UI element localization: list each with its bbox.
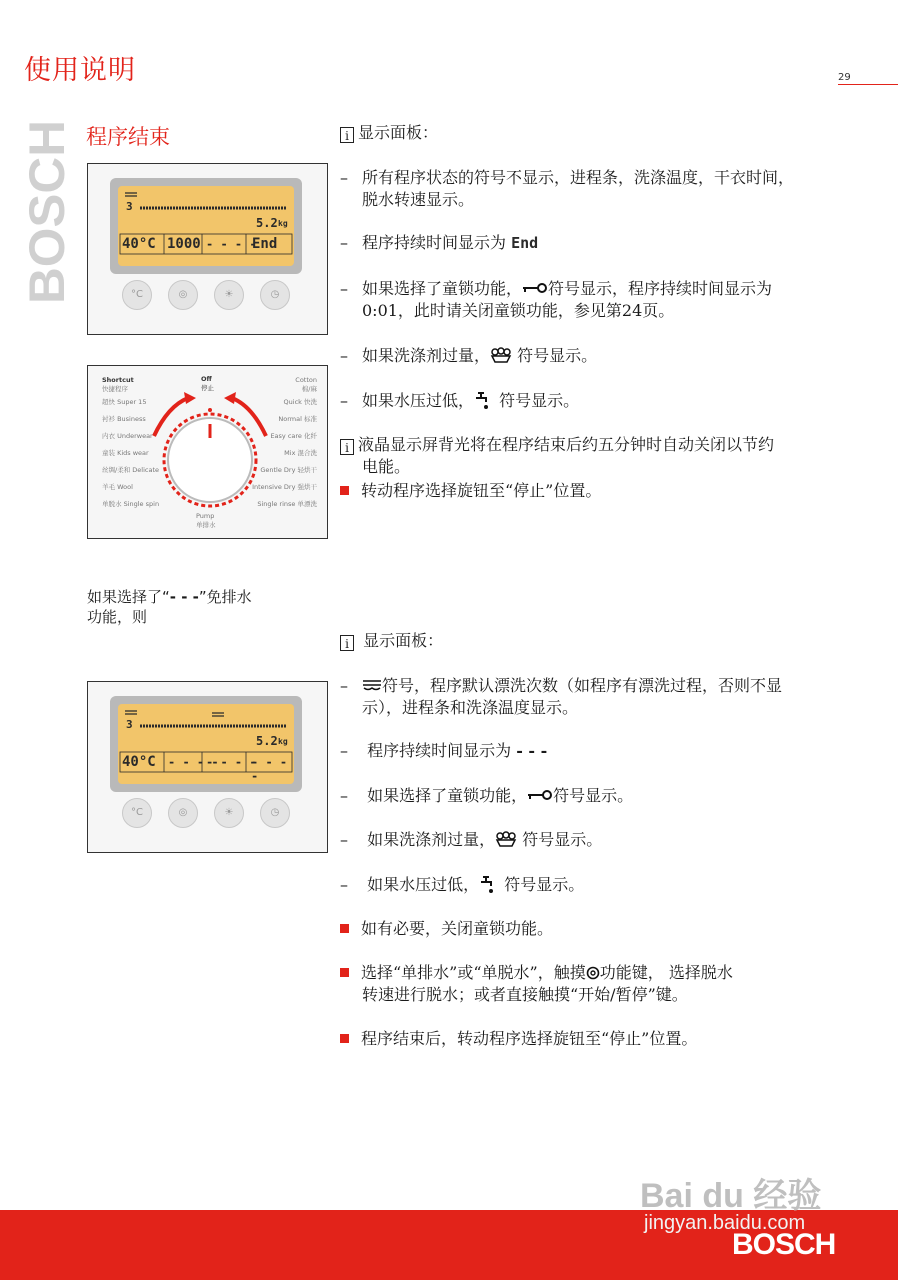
list-item: – 如果洗涤剂过量， 符号显示。	[340, 346, 598, 365]
list-item: – 程序持续时间显示为 - - -	[340, 741, 548, 760]
foam-icon	[495, 831, 517, 847]
action-item: 转动程序选择旋钮至“停止”位置。	[340, 480, 601, 502]
dial-right-label-en: Single rinse	[257, 500, 296, 508]
red-bullet	[340, 924, 349, 933]
action-item: 如有必要，关闭童锁功能。	[340, 918, 553, 940]
dial-right-label-cn: 棉/麻	[301, 385, 317, 393]
program-dial-panel	[87, 365, 328, 539]
lcd-dry-time: - - - -	[206, 755, 257, 769]
watermark-url: jingyan.baidu.com	[644, 1212, 806, 1234]
lcd-frame	[110, 696, 302, 792]
dial-off-label-cn: 停止	[201, 384, 214, 392]
lcd-spin-speed: - - - -	[168, 755, 219, 769]
temperature-button[interactable]: °C	[122, 280, 152, 310]
timer-button[interactable]: ◷	[260, 280, 290, 310]
dial-right-label-en: Normal	[278, 415, 302, 423]
dash-segment: - - -	[516, 741, 548, 760]
list-item: – 如果洗涤剂过量， 符号显示。	[340, 830, 603, 849]
key-icon	[522, 282, 548, 294]
footer-brand: BOSCH	[732, 1228, 836, 1261]
lcd-frame	[110, 178, 302, 274]
key-icon	[527, 789, 553, 801]
list-item: – 如果水压过低， 符号显示。	[340, 391, 580, 410]
dial-right-label-en: Cotton	[295, 376, 317, 384]
list-item: – 符号，程序默认漂洗次数（如程序有漂洗过程，否则不显 示），进程条和洗涤温度显示。	[340, 676, 783, 717]
lcd-temperature: 40°C	[122, 754, 156, 770]
dial-right-label-en: Quick	[283, 398, 302, 406]
lcd-rinse-count: 3	[126, 200, 133, 213]
dial-left-label-en: Single spin	[123, 500, 160, 508]
watermark-logo: Bai du 经验	[640, 1177, 822, 1215]
lcd-screen	[118, 186, 294, 266]
spin-icon	[586, 966, 600, 980]
page-number-rule	[838, 84, 898, 85]
lcd-duration: - - - -	[251, 755, 288, 783]
dial-right-label-en: Gentle Dry	[260, 466, 296, 474]
lcd-weight-unit: kg	[278, 219, 288, 228]
dial-left-label-en: Kids wear	[117, 449, 149, 457]
display-heading: i 显示面板：	[340, 630, 443, 652]
dial-right-label-cn: 标准	[304, 415, 317, 423]
dial-left-label-cn: 超快	[102, 398, 115, 406]
dial-right-label-cn: 单漂洗	[297, 500, 317, 508]
side-brand-logo	[19, 118, 75, 304]
list-item: – 如果水压过低， 符号显示。	[340, 875, 585, 894]
svg-text:BOSCH: BOSCH	[19, 123, 75, 304]
info-icon: i	[340, 439, 354, 455]
dial-right-label-cn: 化纤	[304, 432, 317, 440]
dial-left-label-cn: 童装	[102, 449, 115, 457]
lcd-end-text: End	[252, 236, 278, 252]
dial-left-label-en: Shortcut	[102, 376, 134, 384]
end-segment-text: End	[511, 234, 539, 252]
dial-left-label-cn: 羊毛	[102, 483, 115, 491]
lcd-spin-speed: 1000	[167, 236, 201, 252]
dry-button[interactable]: ☀	[214, 798, 244, 828]
red-bullet	[340, 1034, 349, 1043]
dial-right-label-cn: 混合洗	[297, 449, 317, 457]
display-panel-end	[87, 163, 328, 335]
action-item: 选择“单排水”或“单脱水”，触摸 功能键， 选择脱水 转速进行脱水；或者直接触摸“开始/暂停”键。	[340, 962, 733, 1006]
dial-left-label-en: Business	[117, 415, 146, 423]
display-heading: i 显示面板：	[340, 122, 438, 144]
action-item: 程序结束后，转动程序选择旋钮至“停止”位置。	[340, 1028, 697, 1050]
red-bullet	[340, 968, 349, 977]
info-icon: i	[340, 127, 354, 143]
info-note: i 液晶显示屏背光将在程序结束后约五分钟时自动关闭以节约 电能。	[340, 434, 774, 478]
red-bullet	[340, 486, 349, 495]
condition-text: 如果选择了“- - -”免排水 功能，则	[87, 588, 252, 626]
foam-icon	[490, 347, 512, 363]
timer-button[interactable]: ◷	[260, 798, 290, 828]
rinse-icon	[362, 679, 382, 691]
dial-left-label-cn: 单脱水	[102, 500, 122, 508]
dial-off-label: Off	[201, 375, 212, 383]
dash-segment: - - -	[169, 588, 199, 606]
dial-left-label-en: Super 15	[117, 398, 147, 406]
dial-right-label-en: Easy care	[270, 432, 302, 440]
lcd-screen	[118, 704, 294, 784]
function-buttons	[122, 798, 294, 828]
section-title: 程序结束	[86, 125, 170, 149]
temperature-button[interactable]: °C	[122, 798, 152, 828]
list-item: – 如果选择了童锁功能， 符号显示。	[340, 786, 634, 805]
lcd-weight-unit: kg	[278, 737, 288, 746]
dial-left-label-cn: 内衣	[102, 432, 115, 440]
dial-right-label-cn: 轻烘干	[297, 466, 317, 474]
dial-right-label-cn: 强烘干	[297, 483, 317, 491]
spin-button[interactable]: ◎	[168, 798, 198, 828]
info-icon: i	[340, 635, 354, 651]
dial-left-label-en: Wool	[117, 483, 133, 491]
page-number: 29	[838, 72, 851, 83]
lcd-rinse-count: 3	[126, 718, 133, 731]
dial-left-label-cn: 丝绸/柔和	[102, 466, 131, 474]
lcd-weight: 5.2	[256, 734, 278, 748]
dial-left-label-en: Delicate	[132, 466, 160, 474]
page-title: 使用说明	[24, 55, 136, 86]
lcd-weight: 5.2	[256, 216, 278, 230]
dial-pump-label-cn: 单排水	[196, 521, 216, 529]
list-item: – 程序持续时间显示为 End	[340, 233, 539, 252]
lcd-temperature: 40°C	[122, 236, 156, 252]
dial-right-label-en: Intensive Dry	[252, 483, 296, 491]
dial-right-label-en: Mix	[284, 449, 296, 457]
tap-icon	[474, 390, 494, 410]
display-panel-no-drain	[87, 681, 328, 853]
dial-right-label-cn: 快洗	[304, 398, 317, 406]
function-buttons	[122, 280, 294, 310]
list-item: – 所有程序状态的符号不显示，进程条，洗涤温度，干衣时间， 脱水转速显示。	[340, 168, 795, 209]
dial-left-label-cn: 快捷程序	[102, 385, 128, 393]
lcd-dry-time: - - - -	[206, 237, 257, 251]
spin-button[interactable]: ◎	[168, 280, 198, 310]
dial-left-label-cn: 衬衫	[102, 415, 115, 423]
dry-button[interactable]: ☀	[214, 280, 244, 310]
tap-icon	[479, 874, 499, 894]
dial-pump-label: Pump	[196, 512, 215, 520]
dial-left-label-en: Underwear	[117, 432, 153, 440]
list-item: – 如果选择了童锁功能， 符号显示，程序持续时间显示为 0:01，此时请关闭童锁功能，参见第24页。	[340, 279, 773, 320]
